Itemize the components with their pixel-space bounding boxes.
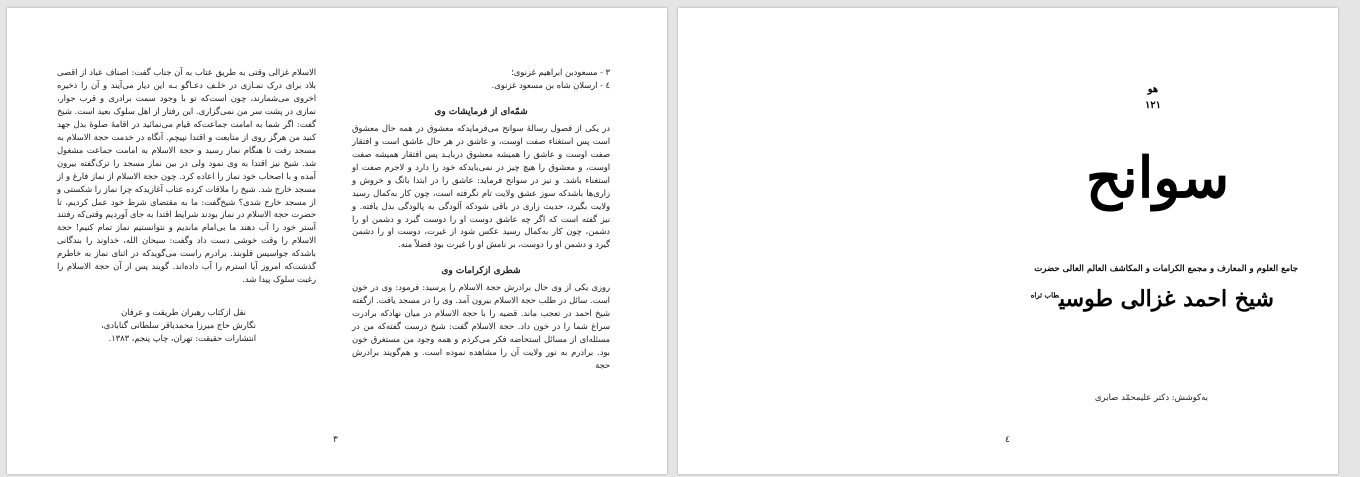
- invocation-hu: هو: [1147, 84, 1159, 95]
- section-heading: شمّه‌ای از فرمایشات وی: [434, 106, 528, 117]
- author-name: [1031, 286, 1274, 312]
- section-heading: شطری ازکرامات وی: [441, 266, 521, 277]
- left-page: [7, 8, 667, 474]
- credit-line: انتشارات حقیقت: تهران، چاپ پنجم، ۱۳۸۳.: [108, 333, 256, 344]
- invocation-number: ۱۲۱: [1144, 100, 1162, 111]
- right-page: [678, 8, 1338, 474]
- credit-line: نقل ازکتاب رهبران طریقت و عرفان: [121, 307, 246, 318]
- book-title: سوانح: [1086, 145, 1230, 211]
- page-number: ٤: [1005, 435, 1010, 445]
- list-item: ۳ - مسعودبن ابراهیم غزنوی؛: [511, 67, 610, 77]
- book-subtitle: جامع العلوم و المعارف و مجمع الکرامات و المکاشف العالم العالی حضرت: [1034, 264, 1298, 274]
- left-page-right-column: [352, 66, 610, 372]
- source-credits: [57, 306, 316, 345]
- section-paragraph: روزی یکی از وی حال برادرش حجة الاسلام را پرسید: فرمود: وی در خون است. سائل در طلب حجة الاسلام بیرون آمد. وی را در مسجد یافت. ازگفته شیخ احمد در تعجب ماند. قضیه را با حجة الاسلام در میان نهادکه برادرت سراغ شما را در خون داد. حجة الاسلام گفت: شیخ درست گفته‌که من در مسئله‌ای از مسائل استحاضه فکر می‌کردم و همه وجود من مستغرق خون بود. برادرم به نور ولایت آن را مشاهده نموده است. و هم‌گویند برادرش حجة: [352, 282, 610, 371]
- section-paragraph: در یکی از فصول رسالهٔ سوانح می‌فرمایدکه معشوق در همه حال معشوق است پس استغناء صفت اوست، و عاشق در هر حال عاشق است و افتقار صفت اوست و عاشق را همیشه معشوق دربایـد پس افتقار همیشه صفت اوست، و معشوق را هیچ چیز در نمی‌بایدکه خود را دارد و لاجرم صفت او استغناء باشد. و نیز در سوانح فرماید: عاشق را در ابتدا بانگ و خروش و زاری‌ها باشدکه سوز عشق ولایت تام نگرفته است، چون کار به‌کمال رسید ولایت بگیرد، حدیث زاری در باقی شودکه آلودگی به پالودگی بدل یافته. و نیز گفته است که اگر چه عاشق دوست او را دوست گیرد و دشمن او را دشمن، چون کار به‌کمال رسید عکس شود از غیرت، دوست او را دشمن گیرد و دشمن او را دوست، بر نامش او را غیرت بود فضلاً منه.: [352, 122, 610, 250]
- left-page-left-column: [57, 66, 316, 345]
- list-item: ٤ - ارسلان شاه بن مسعود غزنوی.: [491, 79, 610, 90]
- page-number: ۳: [333, 435, 338, 445]
- editor-credit: به‌کوشش: دکتر علیمحمّد صابری: [1094, 393, 1208, 403]
- author-honorific: طاب ثراه: [1030, 290, 1060, 300]
- body-paragraph: الاسلام غزالی وقتی به طریق عتاب به آن جناب گفت: اصناف عباد از اقصی بلاد برای درک نمـازی در خلـف دعـاگو بـه این دیار می‌آیند و آن را ذخیره اخروی می‌شمارند، چون است‌که تو با وجود سمت برادری و قرب جوار، نمازی در پشت سر من نمی‌گزاری. این رفتار از اهل سلوک بعید است. شیخ گفت: اگر شما به امامت جماعت‌که قیام می‌نمائید در اقامهٔ صلوهٔ بدل جهد کنید من هرگز روی از متابعت و اقتدا نپیچم. آنگاه در خدمت حجة الاسلام به مسجد رفت تا هنگام نماز رسید و حجة الاسلام به امامت جماعت مشغول شد. شیخ نیز اقتدا به وی نمود ولی در بین نماز مسجد را ترک‌گفته بیرون آمده و با اصحاب خود نماز را اعاده کرد. چون حجة الاسلام از نماز فارغ و از مسجد خارج شد. شیخ را ملاقات کرده عتاب آغازیدکه چرا نماز را شکستی و از مسجد خارج شدی؟ شیخ‌گفت: ما به مقتضای شرط خود عمل کردیم، تا حضرت حجة الاسلام در نماز بودند شرایط اقتدا به جای آوردیم وقتی‌که رفتند آستر خود را آب دهند ما بی‌امام ماندیم و نتوانستیم نماز تمام کنیم! حجة الاسلام را وقت خوشی دست داد وگفت: سبحان الله، خداوند را بندگانی باشدکه جواسیس قلوبند. برادرم راست می‌گویدکه در اثنای نماز به خاطرم گذشت‌که امروز آیا استرم را آب داده‌اند. گویند پس از آن حجة الاسلام را رغبت سلوک پیدا شد.: [57, 67, 316, 285]
- credit-line: نگارش حاج میرزا محمدباقر سلطانی گنابادی،: [101, 320, 256, 331]
- author-full-name: شیخ احمد غزالی طوسی: [1059, 286, 1274, 312]
